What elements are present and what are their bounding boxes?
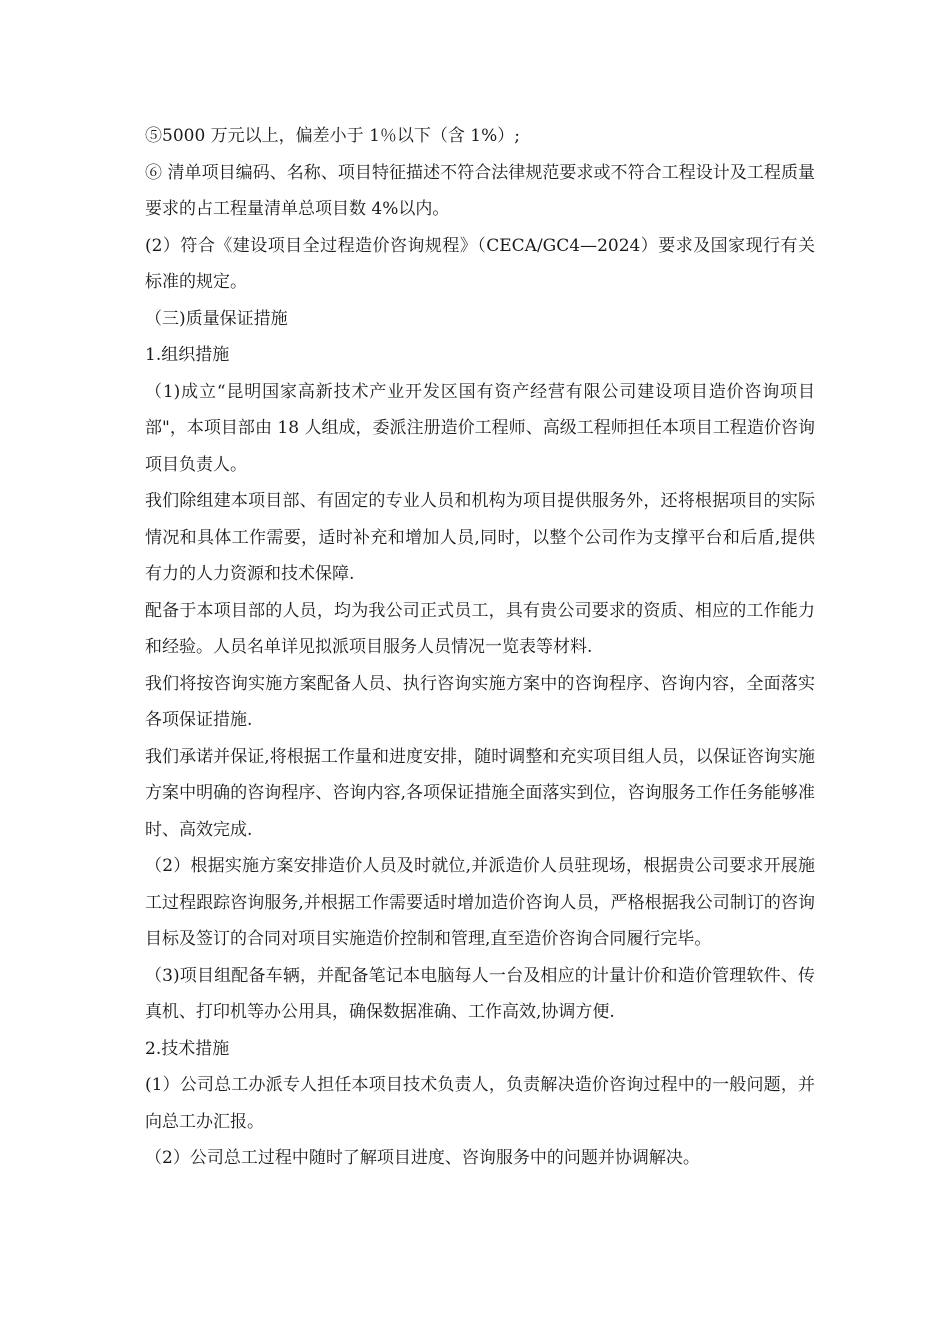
paragraph-project-department: （1)成立“昆明国家高新技术产业开发区国有资产经营有限公司建设项目造价咨询项目部"，本项目部由 18 人组成，委派注册造价工程师、高级工程师担任本项目工程造价咨询项目负责人。 — [145, 381, 815, 475]
paragraph-staff-qualifications: 配备于本项目部的人员，均为我公司正式员工，具有贵公司要求的资质、相应的工作能力和经验。人员名单详见拟派项目服务人员情况一览表等材料. — [145, 600, 815, 657]
paragraph-ceca-standard: (2）符合《建设项目全过程造价咨询规程》（CECA/GC4—2024）要求及国家现行有关标准的规定。 — [145, 235, 815, 292]
paragraph-commitment: 我们承诺并保证,将根据工作量和进度安排，随时调整和充实项目组人员，以保证咨询实施方案中明确的咨询程序、咨询内容,各项保证措施全面落实到位，咨询服务工作任务能够准时、高效完成. — [145, 746, 815, 840]
paragraph-equipment: （3)项目组配备车辆，并配备笔记本电脑每人一台及相应的计量计价和造价管理软件、传真机、打印机等办公用具，确保数据准确、工作高效,协调方便. — [145, 965, 815, 1022]
section-heading-quality-assurance: （三)质量保证措施 — [145, 308, 288, 329]
paragraph-chief-engineer: （2）公司总工过程中随时了解项目进度、咨询服务中的问题并协调解决。 — [145, 1148, 700, 1168]
subheading-organizational-measures: 1.组织措施 — [145, 345, 230, 365]
paragraph-bill-items: ⑥ 清单项目编码、名称、项目特征描述不符合法律规范要求或不符合工程设计及工程质量要求的占工程量清单总项目数 4%以内。 — [145, 162, 815, 219]
paragraph-deviation-5000: ⑤5000 万元以上，偏差小于 1％以下（含 1%）; — [145, 126, 520, 146]
subheading-technical-measures: 2.技术措施 — [145, 1038, 230, 1059]
paragraph-implementation-plan: 我们将按咨询实施方案配备人员、执行咨询实施方案中的咨询程序、咨询内容，全面落实各项保证措施. — [145, 673, 815, 730]
paragraph-staffing-support: 我们除组建本项目部、有固定的专业人员和机构为项目提供服务外，还将根据项目的实际情况和具体工作需要，适时补充和增加人员,同时，以整个公司作为支撑平台和后盾,提供有力的人力资源和技术保障. — [145, 491, 815, 584]
paragraph-onsite-staff: （2）根据实施方案安排造价人员及时就位,并派造价人员驻现场，根据贵公司要求开展施工过程跟踪咨询服务,并根据工作需要适时增加造价咨询人员，严格根据我公司制订的咨询目标及签订的合同对项目实施造价控制和管理,直至造价咨询合同履行完毕。 — [145, 856, 815, 949]
paragraph-technical-lead: (1）公司总工办派专人担任本项目技术负责人，负责解决造价咨询过程中的一般问题，并向总工办汇报。 — [145, 1075, 815, 1132]
document-body — [145, 118, 815, 1177]
